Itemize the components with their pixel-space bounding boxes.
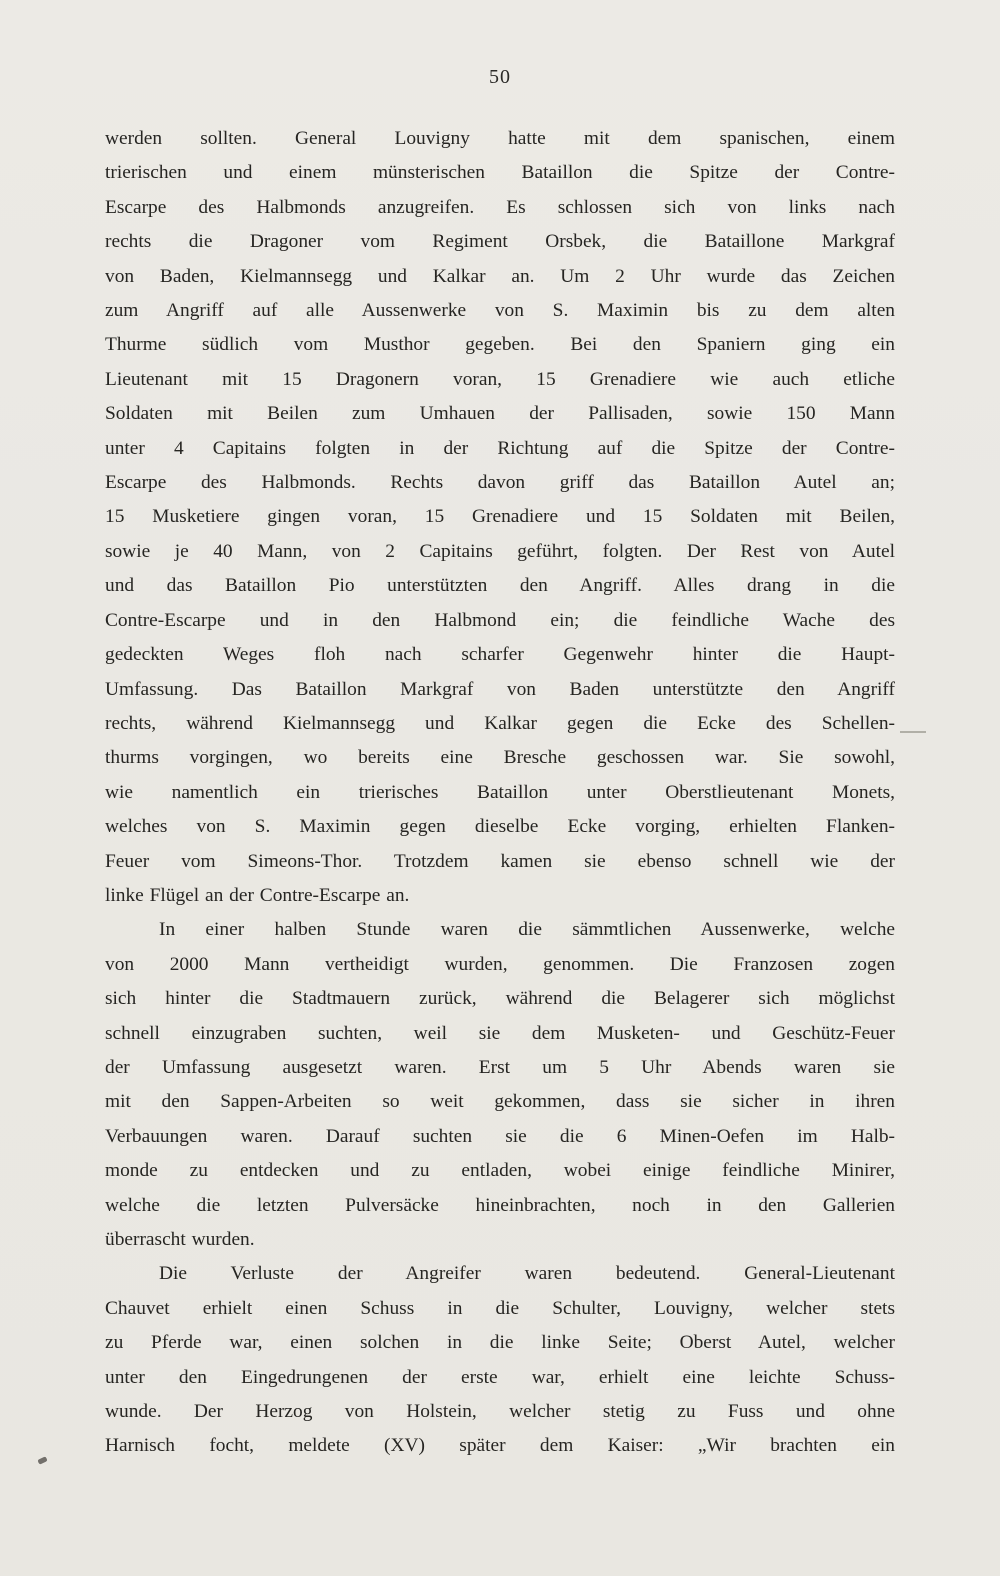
text-line: werden sollten. General Louvigny hatte mit dem spanischen, einem — [105, 128, 895, 149]
text-line: In einer halben Stunde waren die sämmtlichen Aussenwerke, welche — [159, 919, 895, 941]
text-line: überrascht wurden. — [105, 1229, 255, 1250]
text-line: Escarpe des Halbmonds. Rechts davon griff das Bataillon Autel an; — [105, 472, 895, 494]
text-line: thurms vorgingen, wo bereits eine Bresche geschossen war. Sie sowohl, — [105, 747, 895, 769]
text-line: Soldaten mit Beilen zum Umhauen der Pallisaden, sowie 150 Mann — [105, 403, 895, 425]
text-line: gedeckten Weges floh nach scharfer Gegenwehr hinter die Haupt- — [105, 644, 895, 666]
page-number: 50 — [489, 66, 511, 88]
text-line: welche die letzten Pulversäcke hineinbrachten, noch in den Gallerien — [105, 1194, 895, 1216]
text-line: zu Pferde war, einen solchen in die linke Seite; Oberst Autel, welcher — [105, 1332, 895, 1354]
text-line: Contre-Escarpe und in den Halbmond ein; die feindliche Wache des — [105, 609, 895, 631]
text-line: 15 Musketiere gingen voran, 15 Grenadiere und 15 Soldaten mit Beilen, — [105, 506, 895, 528]
text-line: wie namentlich ein trierisches Bataillon unter Oberstlieutenant Monets, — [105, 781, 895, 803]
text-line: linke Flügel an der Contre-Escarpe an. — [105, 884, 410, 906]
text-line: rechts, während Kielmannsegg und Kalkar gegen die Ecke des Schellen- — [105, 712, 895, 734]
text-line: rechts die Dragoner vom Regiment Orsbek, die Bataillone Markgraf — [105, 231, 895, 253]
text-line: Escarpe des Halbmonds anzugreifen. Es schlossen sich von links nach — [105, 196, 895, 218]
text-line: von Baden, Kielmannsegg und Kalkar an. Um 2 Uhr wurde das Zeichen — [105, 265, 895, 287]
paragraph — [105, 122, 895, 913]
text-line: von 2000 Mann vertheidigt wurden, genommen. Die Franzosen zogen — [105, 953, 895, 975]
text-line: wunde. Der Herzog von Holstein, welcher stetig zu Fuss und ohne — [105, 1401, 895, 1423]
text-line: trierischen und einem münsterischen Bataillon die Spitze der Contre- — [105, 162, 895, 184]
text-line: monde zu entdecken und zu entladen, wobei einige feindliche Minirer, — [105, 1160, 895, 1182]
page-text — [105, 122, 895, 1464]
text-line: und das Bataillon Pio unterstützten den Angriff. Alles drang in die — [105, 575, 895, 597]
text-line: schnell einzugraben suchten, weil sie dem Musketen- und Geschütz-Feuer — [105, 1022, 895, 1044]
text-line: unter 4 Capitains folgten in der Richtung auf die Spitze der Contre- — [105, 437, 895, 459]
text-line: sich hinter die Stadtmauern zurück, während die Belagerer sich möglichst — [105, 988, 895, 1010]
margin-mark — [900, 731, 926, 733]
text-line: Lieutenant mit 15 Dragonern voran, 15 Grenadiere wie auch etliche — [105, 368, 895, 390]
text-line: der Umfassung ausgesetzt waren. Erst um 5 Uhr Abends waren sie — [105, 1056, 895, 1078]
text-line: Feuer vom Simeons-Thor. Trotzdem kamen sie ebenso schnell wie der — [105, 850, 895, 872]
text-line: zum Angriff auf alle Aussenwerke von S. Maximin bis zu dem alten — [105, 300, 895, 322]
text-line: mit den Sappen-Arbeiten so weit gekommen, dass sie sicher in ihren — [105, 1091, 895, 1113]
text-line: sowie je 40 Mann, von 2 Capitains geführt, folgten. Der Rest von Autel — [105, 540, 895, 562]
text-line: Chauvet erhielt einen Schuss in die Schulter, Louvigny, welcher stets — [105, 1297, 895, 1319]
ink-speck — [37, 1456, 47, 1464]
text-line: Verbauungen waren. Darauf suchten sie die 6 Minen-Oefen im Halb- — [105, 1125, 895, 1147]
text-line: Umfassung. Das Bataillon Markgraf von Baden unterstützte den Angriff — [105, 678, 895, 700]
text-line: welches von S. Maximin gegen dieselbe Ecke vorging, erhielten Flanken- — [105, 816, 895, 838]
text-line: unter den Eingedrungenen der erste war, erhielt eine leichte Schuss- — [105, 1366, 895, 1388]
paragraph — [105, 1257, 895, 1463]
paragraph — [105, 913, 895, 1257]
text-line: Harnisch focht, meldete (XV) später dem Kaiser: „Wir brachten ein — [105, 1435, 895, 1457]
text-line: Die Verluste der Angreifer waren bedeutend. General-Lieutenant — [159, 1263, 895, 1285]
text-line: Thurme südlich vom Musthor gegeben. Bei den Spaniern ging ein — [105, 334, 895, 356]
